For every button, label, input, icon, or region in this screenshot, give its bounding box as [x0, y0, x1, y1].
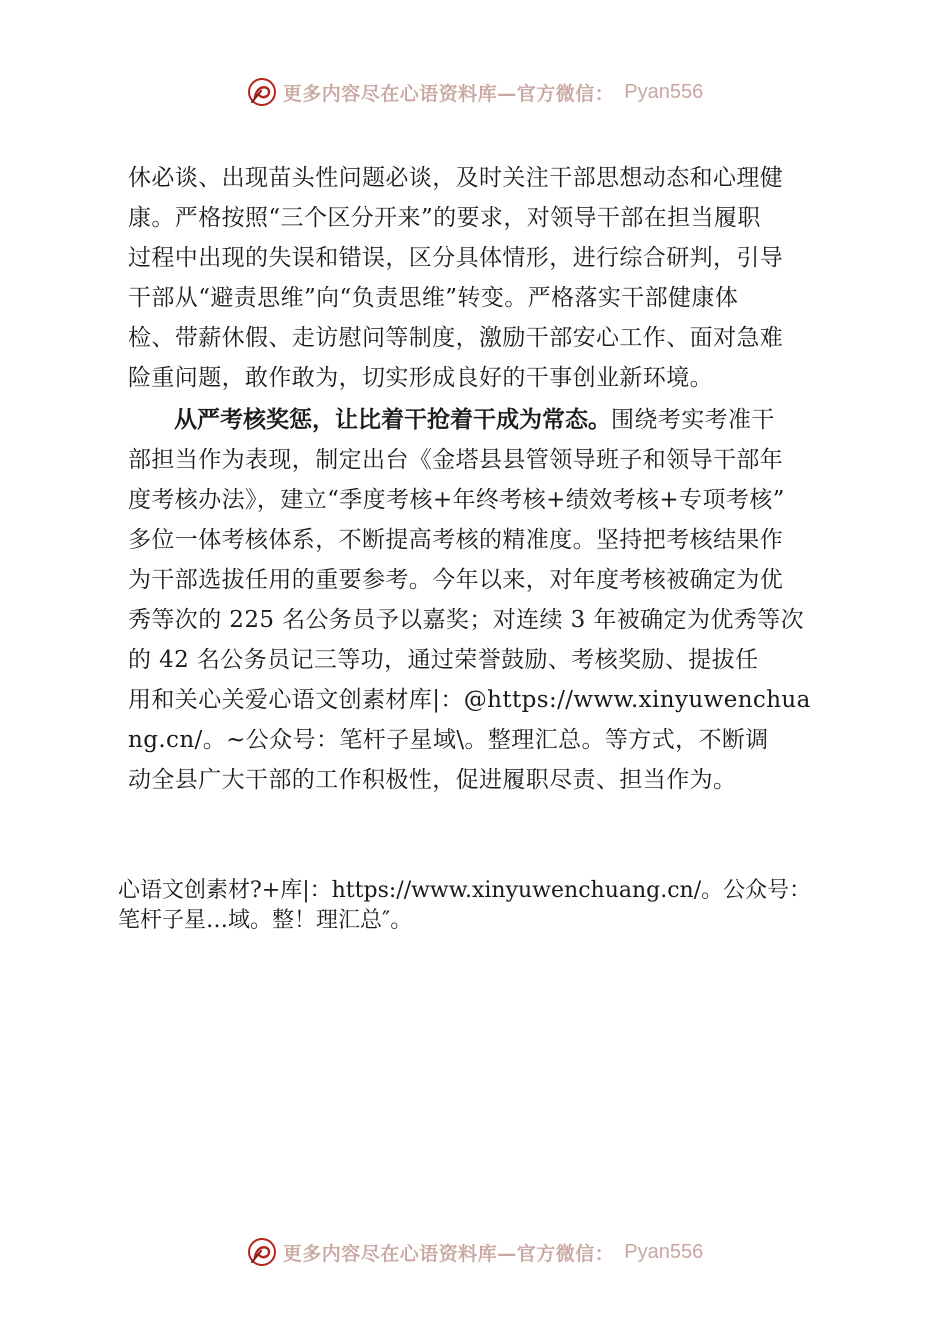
text-line: 的 42 名公务员记三等功，通过荣誉鼓励、考核奖励、提拔任	[128, 647, 759, 673]
text-line: 过程中出现的失误和错误，区分具体情形，进行综合研判，引导	[128, 245, 784, 271]
swirl-logo-icon	[247, 1237, 277, 1267]
text-line: 险重问题，敢作敢为，切实形成良好的干事创业新环境。	[128, 365, 713, 391]
text-line: 动全县广大干部的工作积极性，促进履职尽责、担当作为。	[128, 767, 737, 793]
text-line: 用和关心关爱心语文创素材库|：@https://www.xinyuwenchua	[128, 687, 811, 713]
header-watermark	[0, 72, 950, 112]
text-line: 干部从“避责思维”向“负责思维”转变。严格落实干部健康体	[128, 285, 739, 311]
text-line: 部担当作为表现，制定出台《金塔县县管领导班子和领导干部年	[128, 447, 784, 473]
paragraph-2	[128, 400, 828, 800]
paragraph-2-first-line	[128, 400, 828, 440]
text-line: 为干部选拔任用的重要参考。今年以来，对年度考核被确定为优	[128, 567, 784, 593]
swirl-logo-icon	[247, 77, 277, 107]
footer-note	[118, 876, 918, 936]
text-line: 康。严格按照“三个区分开来”的要求，对领导干部在担当履职	[128, 205, 761, 231]
footer-line: 笔杆子星…域。整！理汇总″。	[118, 908, 413, 933]
watermark-wechat-id: Pyan556	[624, 80, 704, 103]
footer-watermark	[0, 1232, 950, 1272]
footer-line: 心语文创素材?+库|：https://www.xinyuwenchuang.cn/。公众号：	[118, 878, 812, 903]
text-line: ng.cn/。~公众号：笔杆子星域\。整理汇总。等方式，不断调	[128, 727, 769, 753]
watermark-wechat-id: Pyan556	[624, 1240, 704, 1263]
text-line: 检、带薪休假、走访慰问等制度，激励干部安心工作、面对急难	[128, 325, 784, 351]
text-line: 休必谈、出现苗头性问题必谈，及时关注干部思想动态和心理健	[128, 165, 784, 191]
paragraph-lead-heading: 从严考核奖惩，让比着干抢着干成为常态。	[174, 407, 611, 433]
paragraph-1	[128, 158, 828, 398]
text-line: 度考核办法》，建立“季度考核+年终考核+绩效考核+专项考核”	[128, 487, 785, 513]
text-line: 多位一体考核体系，不断提高考核的精准度。坚持把考核结果作	[128, 527, 784, 553]
text-line: 秀等次的 225 名公务员予以嘉奖；对连续 3 年被确定为优秀等次	[128, 607, 804, 633]
watermark-title: 更多内容尽在心语资料库—官方微信：	[282, 1242, 615, 1265]
watermark-title: 更多内容尽在心语资料库—官方微信：	[282, 82, 615, 105]
paragraph-2-first-line-rest: 围绕考实考准干	[611, 407, 775, 433]
